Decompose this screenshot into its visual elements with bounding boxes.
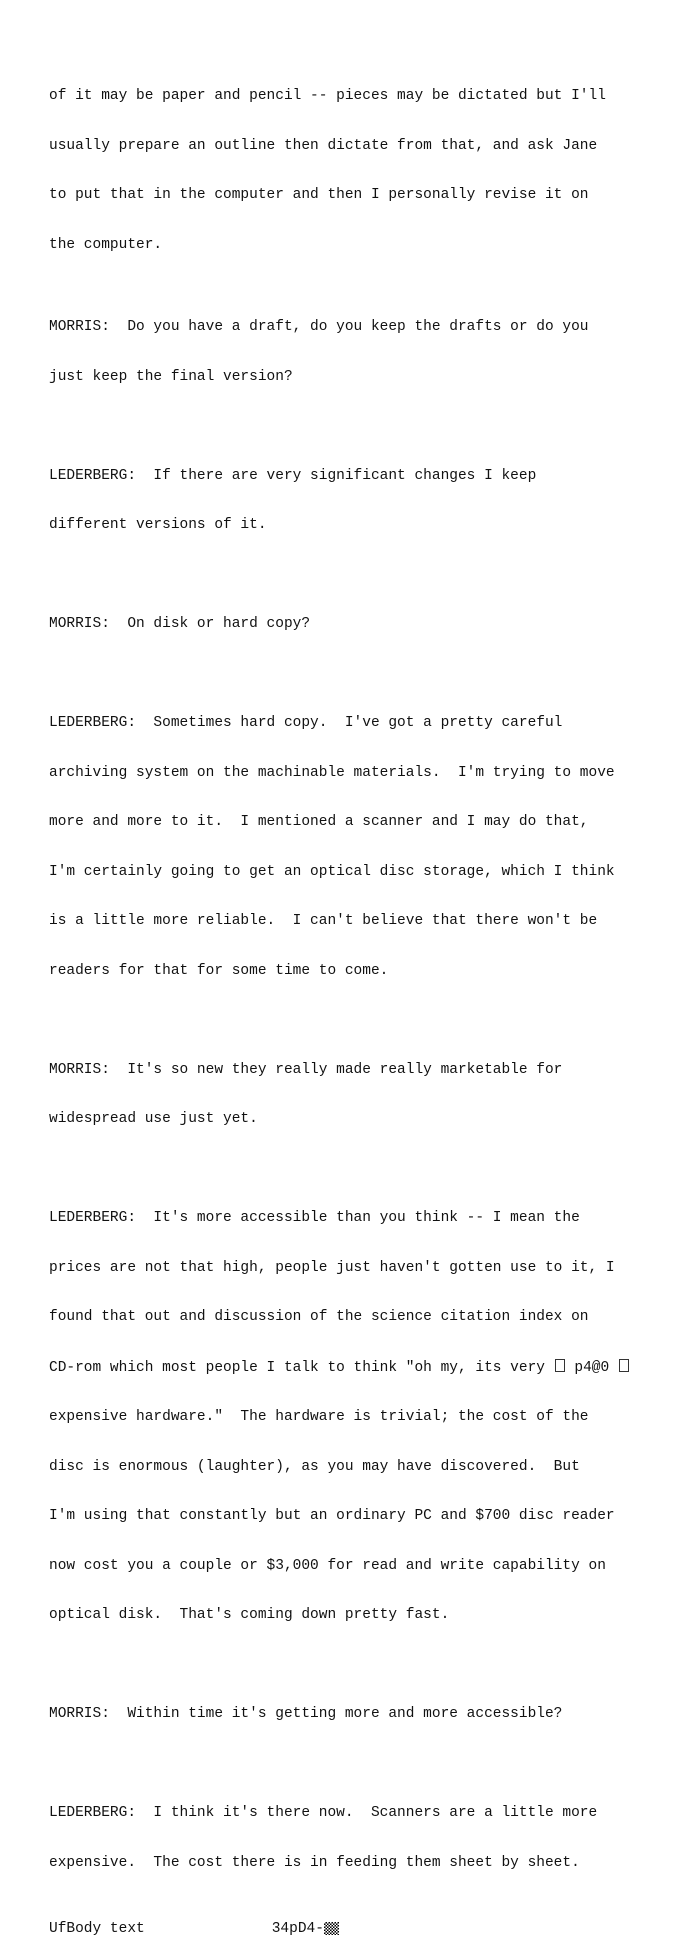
text-line: I'm certainly going to get an optical disc storage, which I think [49,864,669,881]
text-line: the computer. [49,237,669,254]
text-line: different versions of it. [49,517,669,534]
text-line: more and more to it. I mentioned a scanner and I may do that, [49,814,669,831]
text-line: MORRIS: It's so new they really made really marketable for [49,1062,669,1079]
text-line: LEDERBERG: I think it's there now. Scanners are a little more [49,1805,669,1822]
text-line: LEDERBERG: If there are very significant changes I keep [49,468,669,485]
text-line: LEDERBERG: Sometimes hard copy. I've got a pretty careful [49,715,669,732]
dithered-block-icon [324,1922,339,1935]
text-line: MORRIS: Within time it's getting more and more accessible? [49,1706,669,1723]
missing-glyph-icon [555,1359,565,1372]
text-line: I'm using that constantly but an ordinary PC and $700 disc reader [49,1508,669,1525]
paragraph-morris-disk [49,583,669,666]
text-line: widespread use just yet. [49,1111,669,1128]
text-line: archiving system on the machinable materials. I'm trying to move [49,765,669,782]
footer-style-marker [49,1921,669,1937]
paragraph-lederberg-versions [49,435,669,567]
text-line: now cost you a couple or $3,000 for read and write capability on [49,1558,669,1575]
text-line: prices are not that high, people just haven't gotten use to it, I [49,1260,669,1277]
text-line: expensive. The cost there is in feeding them sheet by sheet. [49,1855,669,1872]
text-line: is a little more reliable. I can't believe that there won't be [49,913,669,930]
paragraph-lederberg-scanners [49,1772,669,1904]
text-line: usually prepare an outline then dictate from that, and ask Jane [49,138,669,155]
text-line: disc is enormous (laughter), as you may have discovered. But [49,1459,669,1476]
paragraph-morris-draft [49,286,669,418]
text-line: optical disk. That's coming down pretty fast. [49,1607,669,1624]
text-line: readers for that for some time to come. [49,963,669,980]
text-fragment: p4@0 [566,1360,618,1376]
paragraph-lederberg-accessible [49,1177,669,1657]
style-label: UfBody text [49,1921,145,1937]
paragraph-lederberg-archiving [49,682,669,1012]
text-line: just keep the final version? [49,369,669,386]
transcript-page [49,55,669,1937]
text-line: expensive hardware." The hardware is trivial; the cost of the [49,1409,669,1426]
paragraph-morris-marketable [49,1029,669,1161]
style-code: 34pD4- [272,1921,324,1937]
text-line: MORRIS: Do you have a draft, do you keep the drafts or do you [49,319,669,336]
text-line: found that out and discussion of the science citation index on [49,1309,669,1326]
paragraph-morris-within-time [49,1673,669,1756]
paragraph-1 [49,55,669,286]
text-line: LEDERBERG: It's more accessible than you think -- I mean the [49,1210,669,1227]
text-fragment: CD-rom which most people I talk to think "oh my, its very [49,1360,554,1376]
text-line: of it may be paper and pencil -- pieces may be dictated but I'll [49,88,669,105]
text-line [49,1359,669,1377]
missing-glyph-icon [619,1359,629,1372]
text-line: to put that in the computer and then I personally revise it on [49,187,669,204]
text-line: MORRIS: On disk or hard copy? [49,616,669,633]
